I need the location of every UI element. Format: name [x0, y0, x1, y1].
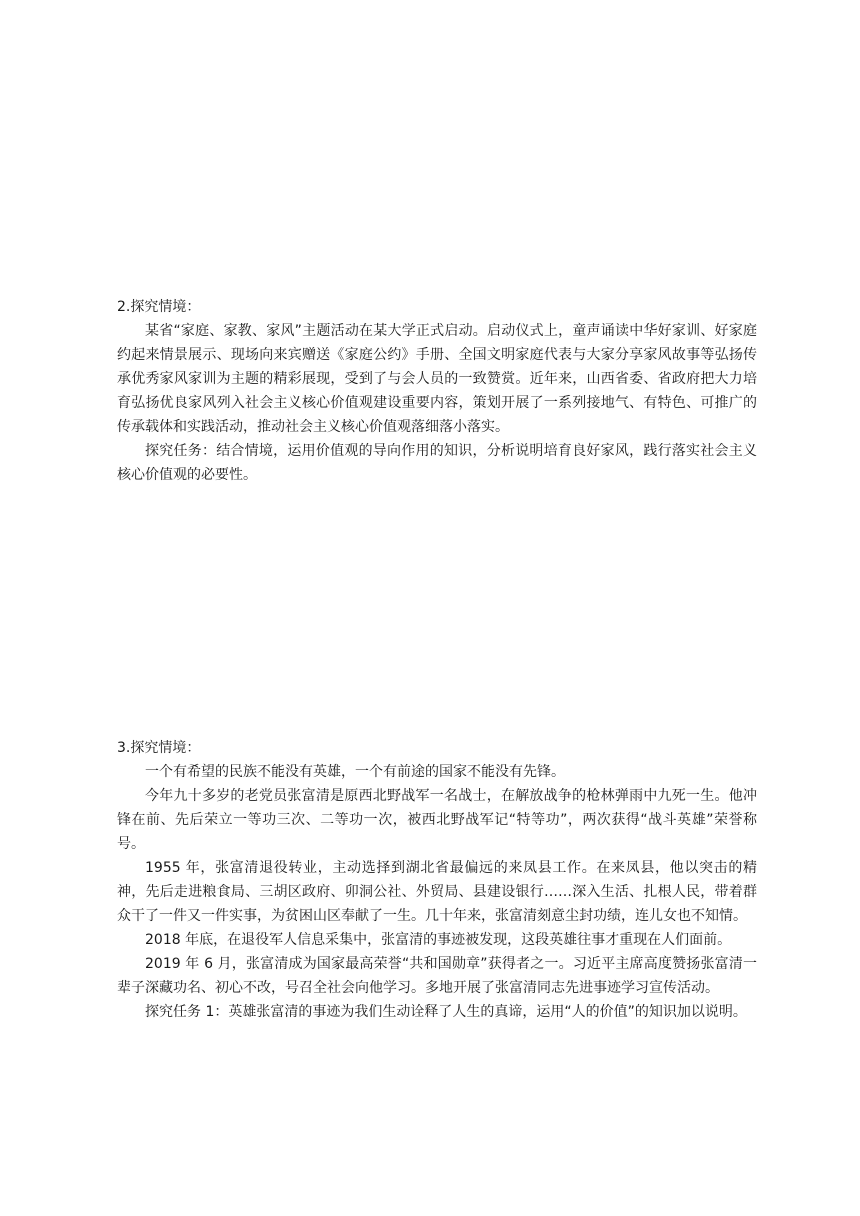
section-2-heading: 2.探究情境：: [117, 299, 201, 315]
section-3-paragraph-2: 今年九十多岁的老党员张富清是原西北野战军一名战士，在解放战争的枪林弹雨中九死一生。他冲锋在前、先后荣立一等功三次、二等功一次，被西北野战军记“特等功”，两次获得“战斗英雄”荣誉称号。: [117, 788, 757, 852]
section-3-paragraph-3: 1955 年，张富清退役转业，主动选择到湖北省最偏远的来凤县工作。在来凤县，他以突击的精神，先后走进粮食局、三胡区政府、卯洞公社、外贸局、县建设银行……深入生活、扎根人民，带着群众干了一件又一件实事，为贫困山区奉献了一生。几十年来，张富清刻意尘封功绩，连儿女也不知情。: [117, 860, 757, 924]
section-3-paragraph-1: 一个有希望的民族不能没有英雄，一个有前途的国家不能没有先锋。: [145, 764, 565, 780]
section-3-paragraph-5: 2019 年 6 月，张富清成为国家最高荣誉“共和国勋章”获得者之一。习近平主席高度赞扬张富清一辈子深藏功名、初心不改，号召全社会向他学习。多地开展了张富清同志先进事迹学习宣传活动。: [117, 956, 757, 996]
inquiry-section-2: [117, 295, 757, 487]
inquiry-section-3: [117, 736, 757, 1024]
section-3-paragraph-4: 2018 年底，在退役军人信息采集中，张富清的事迹被发现，这段英雄往事才重现在人们面前。: [145, 932, 732, 948]
section-2-context-paragraph: 某省“家庭、家教、家风”主题活动在某大学正式启动。启动仪式上，童声诵读中华好家训、好家庭约起来情景展示、现场向来宾赠送《家庭公约》手册、全国文明家庭代表与大家分享家风故事等弘扬传承优秀家风家训为主题的精彩展现，受到了与会人员的一致赞赏。近年来，山西省委、省政府把大力培育弘扬优良家风列入社会主义核心价值观建设重要内容，策划开展了一系列接地气、有特色、可推广的传承载体和实践活动，推动社会主义核心价值观落细落小落实。: [117, 323, 757, 435]
section-3-heading: 3.探究情境：: [117, 740, 201, 756]
section-3-task-paragraph: 探究任务 1：英雄张富清的事迹为我们生动诠释了人生的真谛，运用“人的价值”的知识加以说明。: [145, 1004, 747, 1020]
section-2-task-paragraph: 探究任务：结合情境，运用价值观的导向作用的知识，分析说明培育良好家风，践行落实社会主义核心价值观的必要性。: [117, 443, 757, 483]
